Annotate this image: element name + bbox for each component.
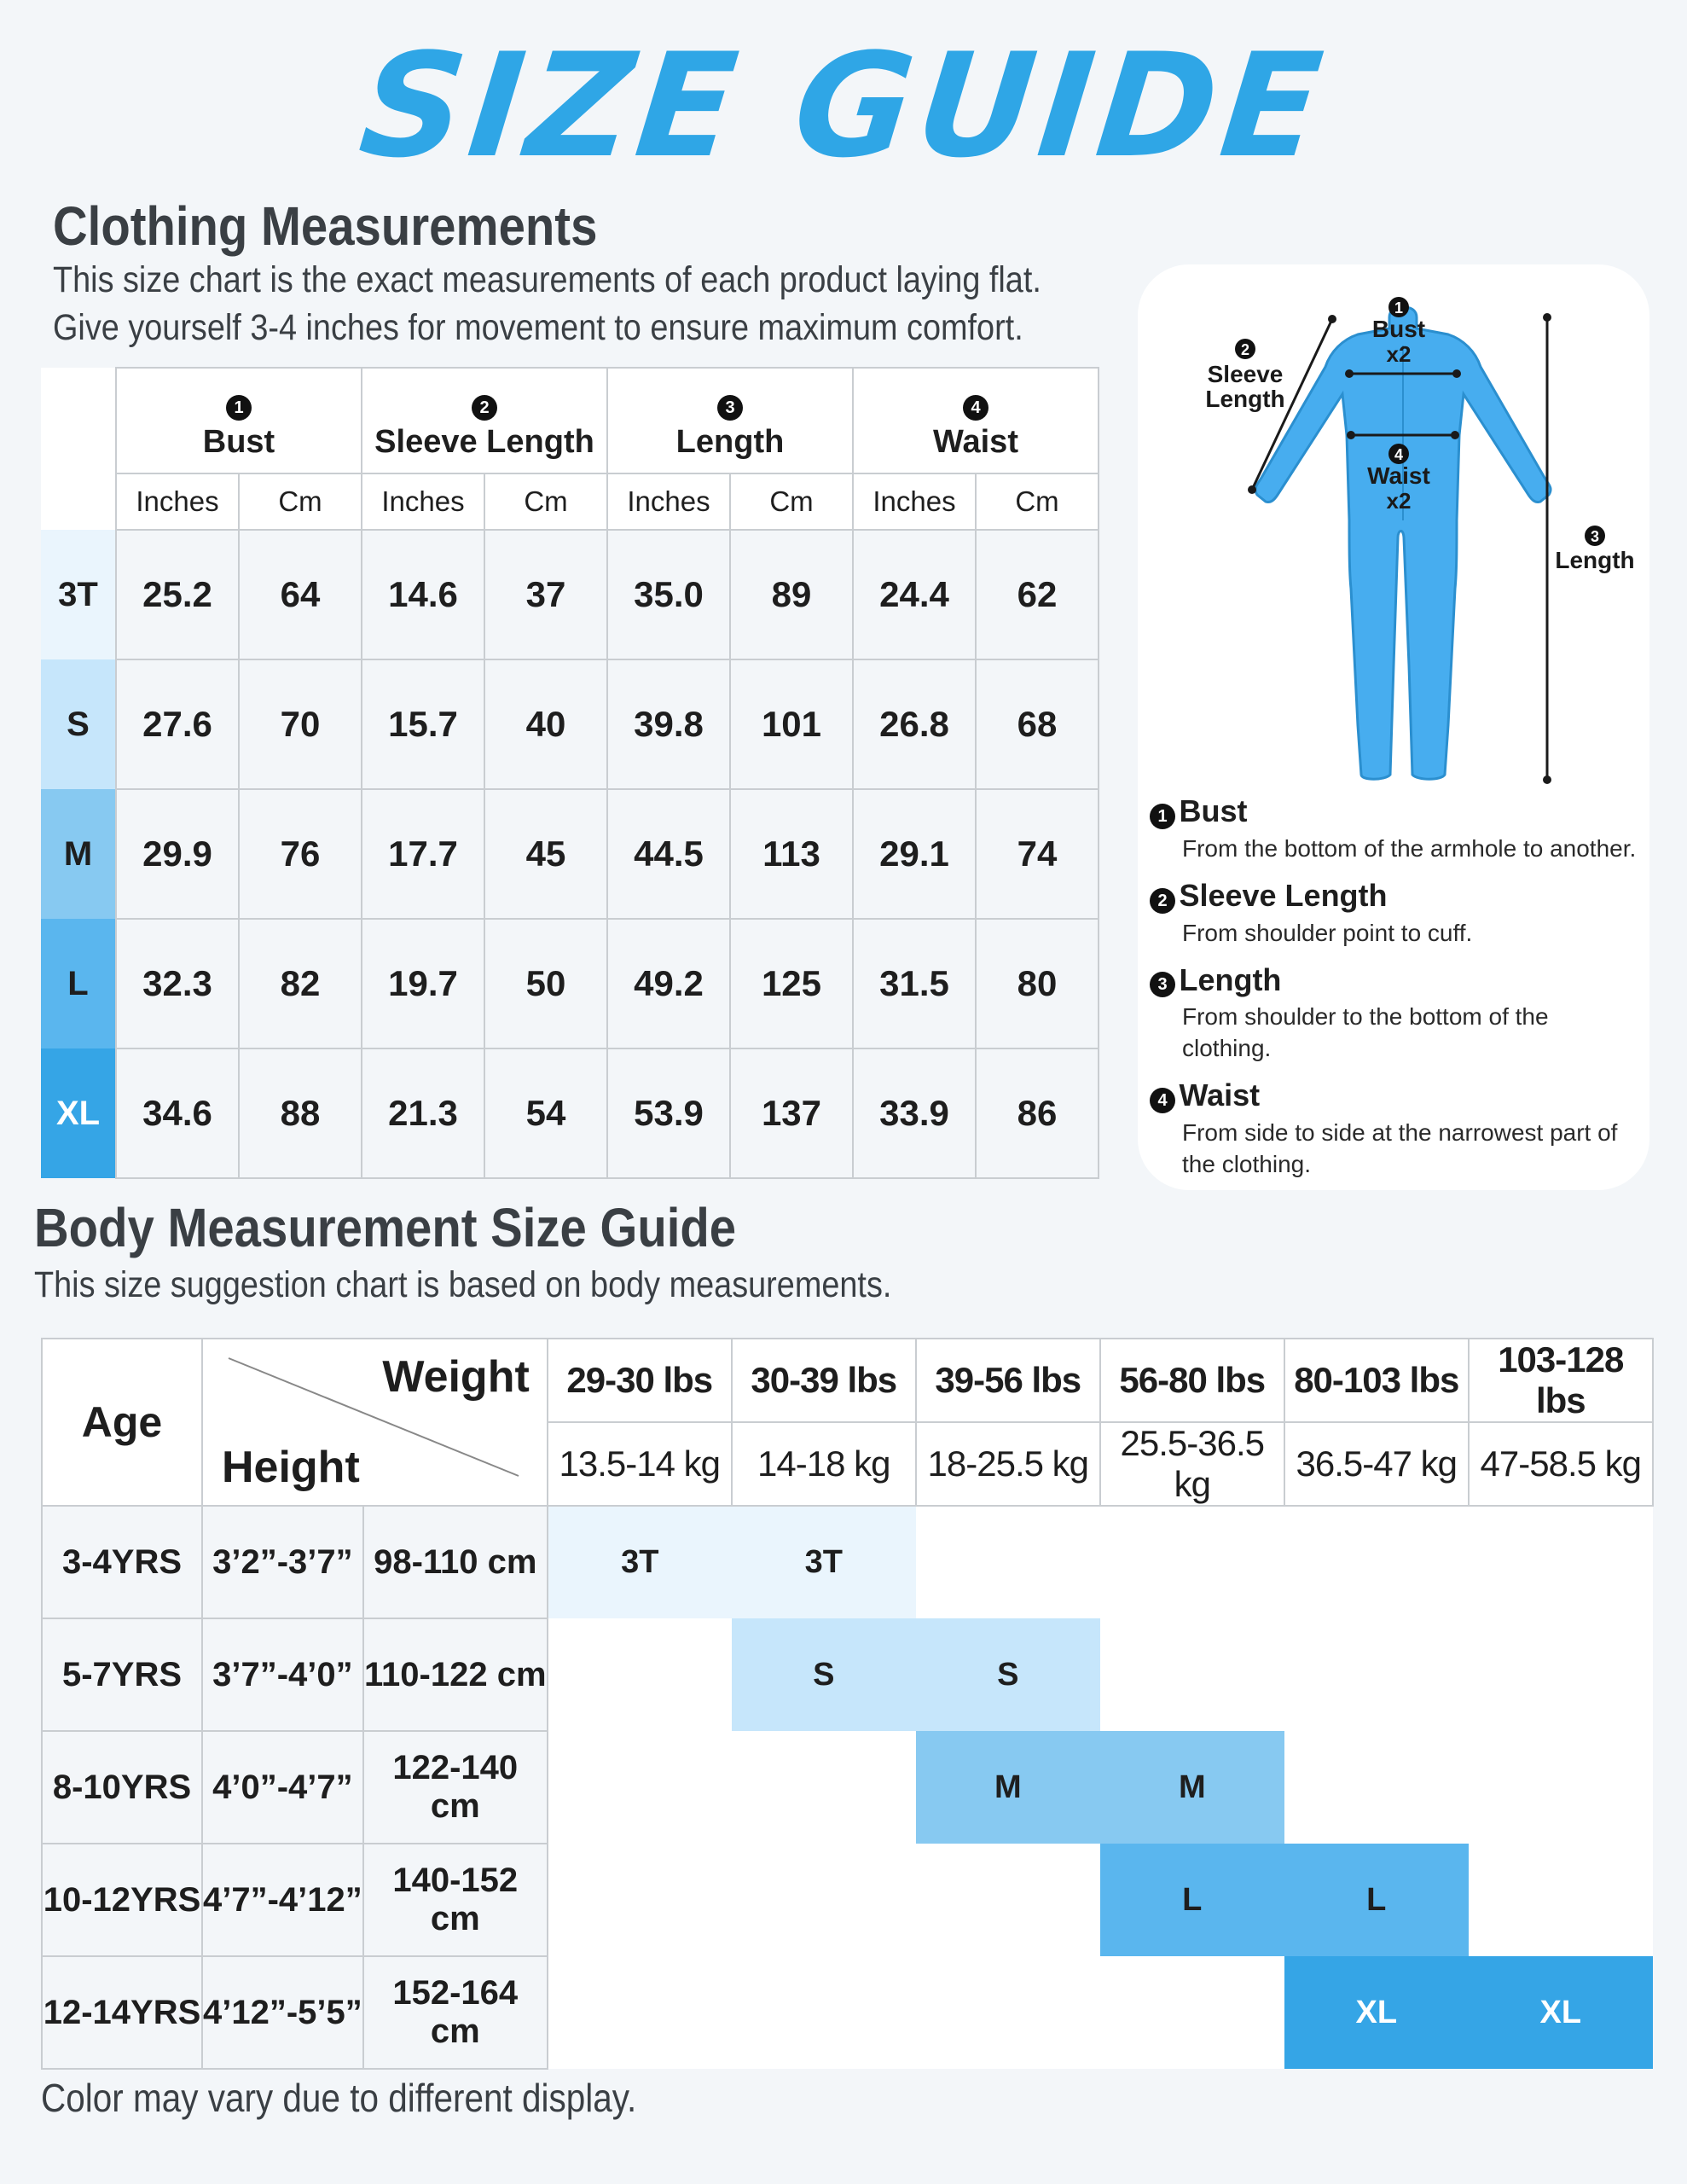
- unit-cell: Cm: [976, 473, 1099, 530]
- age-header: Age: [42, 1339, 202, 1506]
- measurement-cell: 89: [730, 530, 853, 659]
- measurement-cell: 44.5: [607, 789, 730, 919]
- table-row: [42, 1618, 1653, 1731]
- jumpsuit-diagram: [1138, 264, 1649, 810]
- recommended-size-cell: L: [1100, 1844, 1284, 1956]
- measurement-cell: 50: [484, 919, 607, 1048]
- legend-desc: From shoulder point to cuff.: [1182, 919, 1473, 946]
- weight-lbs-row: [42, 1339, 1653, 1422]
- clothing-desc-line2: Give yourself 3-4 inches for movement to ensure maximum comfort.: [53, 307, 1023, 348]
- height-ft-cell: 3’7”-4’0”: [202, 1618, 363, 1731]
- legend-item-sleeve-length: [1150, 878, 1644, 949]
- number-2-icon: 2: [472, 395, 497, 421]
- empty-size-cell: [1469, 1731, 1653, 1844]
- bust-header: Bust: [202, 424, 275, 460]
- measurement-cell: 19.7: [362, 919, 484, 1048]
- length-header: Length: [675, 424, 785, 460]
- measurement-cell: 33.9: [853, 1048, 976, 1178]
- measurement-cell: 62: [976, 530, 1099, 659]
- empty-size-cell: [548, 1956, 732, 2069]
- legend-item-length: [1150, 962, 1644, 1065]
- height-cm-cell: 98-110 cm: [363, 1506, 548, 1618]
- weight-kg-cell: 18-25.5 kg: [916, 1422, 1100, 1506]
- recommended-size-cell: M: [1100, 1731, 1284, 1844]
- diagram-sleeve-label-2: Length: [1205, 386, 1285, 412]
- empty-size-cell: [732, 1956, 916, 2069]
- measurement-cell: 54: [484, 1048, 607, 1178]
- measurement-cell: 137: [730, 1048, 853, 1178]
- weight-lbs-cell: 103-128 lbs: [1469, 1339, 1653, 1422]
- unit-cell: Inches: [116, 473, 239, 530]
- empty-size-cell: [548, 1618, 732, 1731]
- size-label: L: [41, 919, 116, 1048]
- col-waist: [853, 368, 1099, 473]
- recommended-size-cell: L: [1284, 1844, 1469, 1956]
- empty-size-cell: [1284, 1618, 1469, 1731]
- recommended-size-cell: XL: [1469, 1956, 1653, 2069]
- weight-kg-cell: 36.5-47 kg: [1284, 1422, 1469, 1506]
- page-title: SIZE GUIDE: [352, 22, 1335, 189]
- number-3-icon: 3: [1150, 972, 1175, 997]
- measurement-cell: 26.8: [853, 659, 976, 789]
- recommended-size-cell: 3T: [732, 1506, 916, 1618]
- measurement-cell: 125: [730, 919, 853, 1048]
- table-row: [42, 1506, 1653, 1618]
- weight-kg-cell: 47-58.5 kg: [1469, 1422, 1653, 1506]
- age-cell: 3-4YRS: [42, 1506, 202, 1618]
- unit-cell: Inches: [853, 473, 976, 530]
- measurement-cell: 68: [976, 659, 1099, 789]
- number-2-icon: 2: [1150, 888, 1175, 914]
- weight-lbs-cell: 39-56 lbs: [916, 1339, 1100, 1422]
- measurement-diagram-card: [1138, 264, 1649, 1190]
- empty-size-cell: [916, 1506, 1100, 1618]
- unit-cell: Cm: [730, 473, 853, 530]
- age-cell: 5-7YRS: [42, 1618, 202, 1731]
- height-ft-cell: 4’12”-5’5”: [202, 1956, 363, 2069]
- diagram-num-1: 1: [1394, 299, 1404, 317]
- weight-kg-cell: 25.5-36.5 kg: [1100, 1422, 1284, 1506]
- number-4-icon: 4: [963, 395, 988, 421]
- height-cm-cell: 122-140 cm: [363, 1731, 548, 1844]
- measurement-cell: 32.3: [116, 919, 239, 1048]
- diagram-num-3: 3: [1590, 528, 1600, 545]
- table-row: [41, 789, 1099, 919]
- diagram-bust-x2: x2: [1386, 341, 1412, 367]
- clothing-size-table: [41, 367, 1099, 1179]
- legend-desc: clothing.: [1182, 1035, 1272, 1062]
- measurement-cell: 29.9: [116, 789, 239, 919]
- weight-lbs-cell: 56-80 lbs: [1100, 1339, 1284, 1422]
- diagram-waist-x2: x2: [1386, 488, 1412, 514]
- table-row: [42, 1844, 1653, 1956]
- measurement-cell: 64: [239, 530, 362, 659]
- body-size-table: [41, 1338, 1654, 2070]
- diagram-length-label: Length: [1555, 547, 1635, 573]
- weight-kg-cell: 14-18 kg: [732, 1422, 916, 1506]
- measurement-cell: 70: [239, 659, 362, 789]
- unit-header-row: [41, 473, 1099, 530]
- diagram-bust-label: Bust: [1371, 316, 1426, 342]
- empty-size-cell: [548, 1844, 732, 1956]
- body-desc: This size suggestion chart is based on body measurements.: [34, 1264, 892, 1305]
- legend-title: Length: [1179, 961, 1282, 997]
- height-cm-cell: 140-152 cm: [363, 1844, 548, 1956]
- legend-desc: From side to side at the narrowest part of: [1182, 1119, 1618, 1147]
- measurement-cell: 82: [239, 919, 362, 1048]
- empty-size-cell: [1100, 1506, 1284, 1618]
- measurement-cell: 39.8: [607, 659, 730, 789]
- empty-size-cell: [1100, 1618, 1284, 1731]
- measurement-cell: 37: [484, 530, 607, 659]
- empty-size-cell: [1284, 1506, 1469, 1618]
- legend-title: Waist: [1179, 1077, 1261, 1113]
- clothing-heading: Clothing Measurements: [53, 195, 598, 257]
- recommended-size-cell: S: [916, 1618, 1100, 1731]
- number-3-icon: 3: [717, 395, 743, 421]
- age-cell: 8-10YRS: [42, 1731, 202, 1844]
- age-cell: 12-14YRS: [42, 1956, 202, 2069]
- legend-item-waist: [1150, 1077, 1644, 1180]
- measurement-header-row: [41, 368, 1099, 473]
- table-row: [41, 659, 1099, 789]
- unit-cell: Inches: [362, 473, 484, 530]
- empty-size-cell: [1100, 1956, 1284, 2069]
- measurement-cell: 34.6: [116, 1048, 239, 1178]
- age-cell: 10-12YRS: [42, 1844, 202, 1956]
- diagram-waist-label: Waist: [1367, 462, 1430, 489]
- weight-kg-cell: 13.5-14 kg: [548, 1422, 732, 1506]
- weight-label: Weight: [382, 1352, 530, 1402]
- measurement-cell: 21.3: [362, 1048, 484, 1178]
- weight-height-header: [202, 1339, 548, 1506]
- measurement-cell: 74: [976, 789, 1099, 919]
- table-row: [41, 919, 1099, 1048]
- measurement-cell: 15.7: [362, 659, 484, 789]
- legend-desc: From shoulder to the bottom of the: [1182, 1003, 1549, 1031]
- size-label: M: [41, 789, 116, 919]
- measurement-cell: 35.0: [607, 530, 730, 659]
- legend-desc: the clothing.: [1182, 1151, 1311, 1178]
- weight-lbs-cell: 80-103 lbs: [1284, 1339, 1469, 1422]
- col-sleeve-length: [362, 368, 607, 473]
- length-line: [1543, 313, 1551, 784]
- corner-cell: [41, 473, 116, 530]
- empty-size-cell: [548, 1731, 732, 1844]
- empty-size-cell: [1469, 1844, 1653, 1956]
- table-row: [41, 1048, 1099, 1178]
- legend-title: Bust: [1179, 793, 1248, 828]
- measurement-cell: 53.9: [607, 1048, 730, 1178]
- legend-desc: From the bottom of the armhole to another.: [1182, 834, 1637, 862]
- measurement-cell: 113: [730, 789, 853, 919]
- sleeve-length-header: Sleeve Length: [374, 424, 594, 460]
- size-label: 3T: [41, 530, 116, 659]
- empty-size-cell: [916, 1844, 1100, 1956]
- measurement-cell: 27.6: [116, 659, 239, 789]
- measurement-cell: 24.4: [853, 530, 976, 659]
- recommended-size-cell: S: [732, 1618, 916, 1731]
- measurement-cell: 29.1: [853, 789, 976, 919]
- height-ft-cell: 4’7”-4’12”: [202, 1844, 363, 1956]
- waist-header: Waist: [933, 424, 1018, 460]
- diagram-num-2: 2: [1240, 341, 1250, 358]
- measurement-cell: 45: [484, 789, 607, 919]
- measurement-cell: 17.7: [362, 789, 484, 919]
- unit-cell: Cm: [239, 473, 362, 530]
- number-1-icon: 1: [1150, 804, 1175, 829]
- weight-lbs-cell: 29-30 lbs: [548, 1339, 732, 1422]
- number-4-icon: 4: [1150, 1088, 1175, 1113]
- unit-cell: Cm: [484, 473, 607, 530]
- empty-size-cell: [732, 1844, 916, 1956]
- measurement-legend: [1150, 793, 1644, 1180]
- empty-size-cell: [1469, 1618, 1653, 1731]
- diagram-sleeve-label: Sleeve: [1207, 361, 1284, 387]
- measurement-cell: 88: [239, 1048, 362, 1178]
- height-cm-cell: 110-122 cm: [363, 1618, 548, 1731]
- measurement-cell: 49.2: [607, 919, 730, 1048]
- col-length: [607, 368, 853, 473]
- height-cm-cell: 152-164 cm: [363, 1956, 548, 2069]
- body-heading: Body Measurement Size Guide: [34, 1197, 737, 1258]
- measurement-cell: 25.2: [116, 530, 239, 659]
- legend-title: Sleeve Length: [1179, 877, 1388, 913]
- measurement-cell: 86: [976, 1048, 1099, 1178]
- empty-size-cell: [1284, 1731, 1469, 1844]
- weight-lbs-cell: 30-39 lbs: [732, 1339, 916, 1422]
- measurement-cell: 40: [484, 659, 607, 789]
- empty-size-cell: [916, 1956, 1100, 2069]
- measurement-cell: 76: [239, 789, 362, 919]
- footer-note: Color may vary due to different display.: [41, 2076, 637, 2120]
- measurement-cell: 101: [730, 659, 853, 789]
- clothing-desc-line1: This size chart is the exact measurements of each product laying flat.: [53, 259, 1041, 300]
- height-ft-cell: 3’2”-3’7”: [202, 1506, 363, 1618]
- empty-size-cell: [1469, 1506, 1653, 1618]
- col-bust: [116, 368, 362, 473]
- table-row: [42, 1731, 1653, 1844]
- table-row: [41, 530, 1099, 659]
- size-label: S: [41, 659, 116, 789]
- jumpsuit-illustration: [1255, 307, 1551, 779]
- diagram-num-4: 4: [1394, 446, 1404, 463]
- table-row: [42, 1956, 1653, 2069]
- unit-cell: Inches: [607, 473, 730, 530]
- number-1-icon: 1: [226, 395, 252, 421]
- recommended-size-cell: 3T: [548, 1506, 732, 1618]
- height-ft-cell: 4’0”-4’7”: [202, 1731, 363, 1844]
- legend-item-bust: [1150, 793, 1644, 864]
- recommended-size-cell: M: [916, 1731, 1100, 1844]
- measurement-cell: 14.6: [362, 530, 484, 659]
- size-label: XL: [41, 1048, 116, 1178]
- empty-size-cell: [732, 1731, 916, 1844]
- corner-cell: [41, 368, 116, 473]
- measurement-cell: 31.5: [853, 919, 976, 1048]
- measurement-cell: 80: [976, 919, 1099, 1048]
- height-label: Height: [222, 1443, 360, 1492]
- recommended-size-cell: XL: [1284, 1956, 1469, 2069]
